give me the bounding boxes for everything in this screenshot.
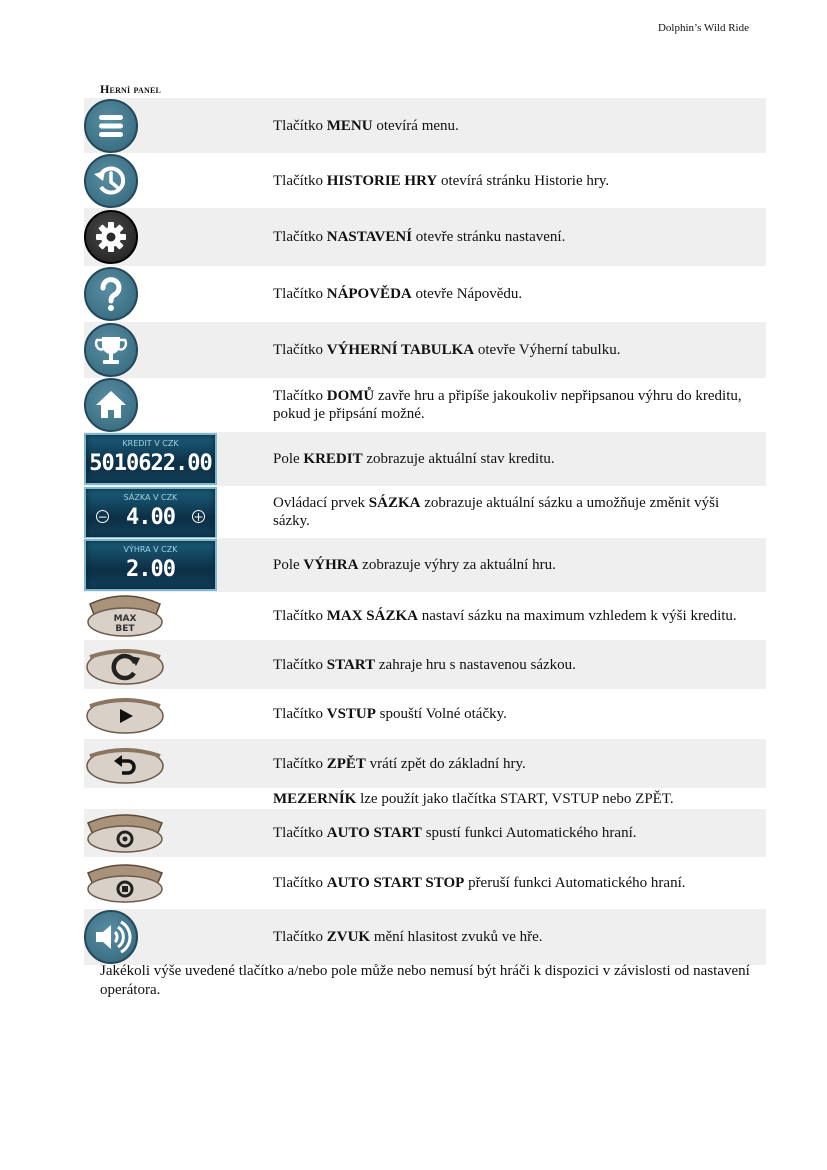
row-description: MEZERNÍK lze použít jako tlačítka START, VSTUP nebo ZPĚT. bbox=[273, 790, 674, 807]
table-row bbox=[84, 592, 766, 640]
home-icon bbox=[84, 378, 138, 432]
row-description: Tlačítko ZVUK mění hlasitost zvuků ve hře. bbox=[273, 929, 543, 945]
row-description: Ovládací prvek SÁZKA zobrazuje aktuální sázku a umožňuje změnit výši sázky. bbox=[273, 495, 720, 529]
row-description: Tlačítko AUTO START STOP přeruší funkci Automatického hraní. bbox=[273, 875, 686, 891]
win-box bbox=[84, 539, 217, 591]
help-icon bbox=[84, 267, 138, 321]
play-icon bbox=[84, 692, 166, 736]
table-row bbox=[84, 432, 766, 486]
max-bet-line2: BET bbox=[115, 624, 135, 634]
trophy-icon bbox=[84, 323, 138, 377]
autoplay-stop-icon bbox=[84, 861, 166, 905]
row-description: Tlačítko VSTUP spouští Volné otáčky. bbox=[273, 706, 507, 722]
max-bet-icon bbox=[84, 594, 166, 638]
table-row bbox=[84, 266, 766, 322]
bet-box bbox=[84, 487, 217, 539]
back-icon bbox=[84, 742, 166, 786]
table-row bbox=[84, 640, 766, 689]
table-row bbox=[84, 788, 766, 809]
credit-box bbox=[84, 433, 217, 485]
row-description: Tlačítko HISTORIE HRY otevírá stránku Historie hry. bbox=[273, 172, 610, 189]
buttons-table bbox=[84, 98, 766, 965]
spin-icon bbox=[84, 643, 166, 687]
table-row bbox=[84, 378, 766, 432]
row-description: Tlačítko AUTO START spustí funkci Automatického hraní. bbox=[273, 825, 637, 841]
table-row bbox=[84, 538, 766, 592]
table-row bbox=[84, 98, 766, 153]
table-row bbox=[84, 809, 766, 857]
bet-label: SÁZKA V CZK bbox=[123, 493, 178, 502]
bet-value: 4.00 bbox=[126, 505, 175, 530]
row-description: Tlačítko MENU otevírá menu. bbox=[273, 117, 459, 134]
bet-plus-icon: + bbox=[193, 510, 204, 524]
row-description: Tlačítko NÁPOVĚDA otevře Nápovědu. bbox=[273, 286, 523, 302]
credit-value: 5010622.00 bbox=[89, 451, 212, 476]
row-description: Pole VÝHRA zobrazuje výhry za aktuální hru. bbox=[273, 557, 556, 573]
gear-icon bbox=[84, 210, 138, 264]
autoplay-icon bbox=[84, 811, 166, 855]
row-description: Tlačítko DOMŮ zavře hru a připíše jakoukoliv nepřipsanou výhru do kreditu, pokud je připsání možné. bbox=[273, 388, 742, 422]
table-row bbox=[84, 486, 766, 538]
table-row bbox=[84, 909, 766, 965]
credit-label: KREDIT V CZK bbox=[122, 439, 179, 448]
bet-minus-icon: − bbox=[97, 510, 108, 524]
table-row bbox=[84, 153, 766, 208]
menu-icon bbox=[84, 99, 138, 153]
document-header-title: Dolphin’s Wild Ride bbox=[657, 22, 749, 34]
row-description: Tlačítko NASTAVENÍ otevře stránku nastavení. bbox=[273, 229, 566, 245]
footer-note: Jakékoli výše uvedené tlačítko a/nebo pole může nebo nemusí být hráči k dispozici v závislosti od nastavení operátora. bbox=[100, 963, 750, 998]
sound-icon bbox=[84, 910, 138, 964]
row-description: Tlačítko MAX SÁZKA nastaví sázku na maximum vzhledem k výši kreditu. bbox=[273, 608, 737, 624]
table-row bbox=[84, 208, 766, 266]
row-description: Tlačítko START zahraje hru s nastavenou sázkou. bbox=[273, 656, 576, 673]
row-description: Tlačítko ZPĚT vrátí zpět do základní hry. bbox=[273, 755, 526, 772]
win-label: VÝHRA V CZK bbox=[123, 545, 178, 554]
history-icon bbox=[84, 154, 138, 208]
table-row bbox=[84, 322, 766, 378]
win-value: 2.00 bbox=[126, 557, 175, 582]
max-bet-line1: MAX bbox=[113, 614, 137, 624]
section-title: Herní panel bbox=[100, 82, 162, 96]
table-row bbox=[84, 857, 766, 909]
row-description: Pole KREDIT zobrazuje aktuální stav kreditu. bbox=[273, 451, 555, 467]
row-description: Tlačítko VÝHERNÍ TABULKA otevře Výherní tabulku. bbox=[273, 342, 621, 358]
table-row bbox=[84, 689, 766, 739]
table-row bbox=[84, 739, 766, 788]
